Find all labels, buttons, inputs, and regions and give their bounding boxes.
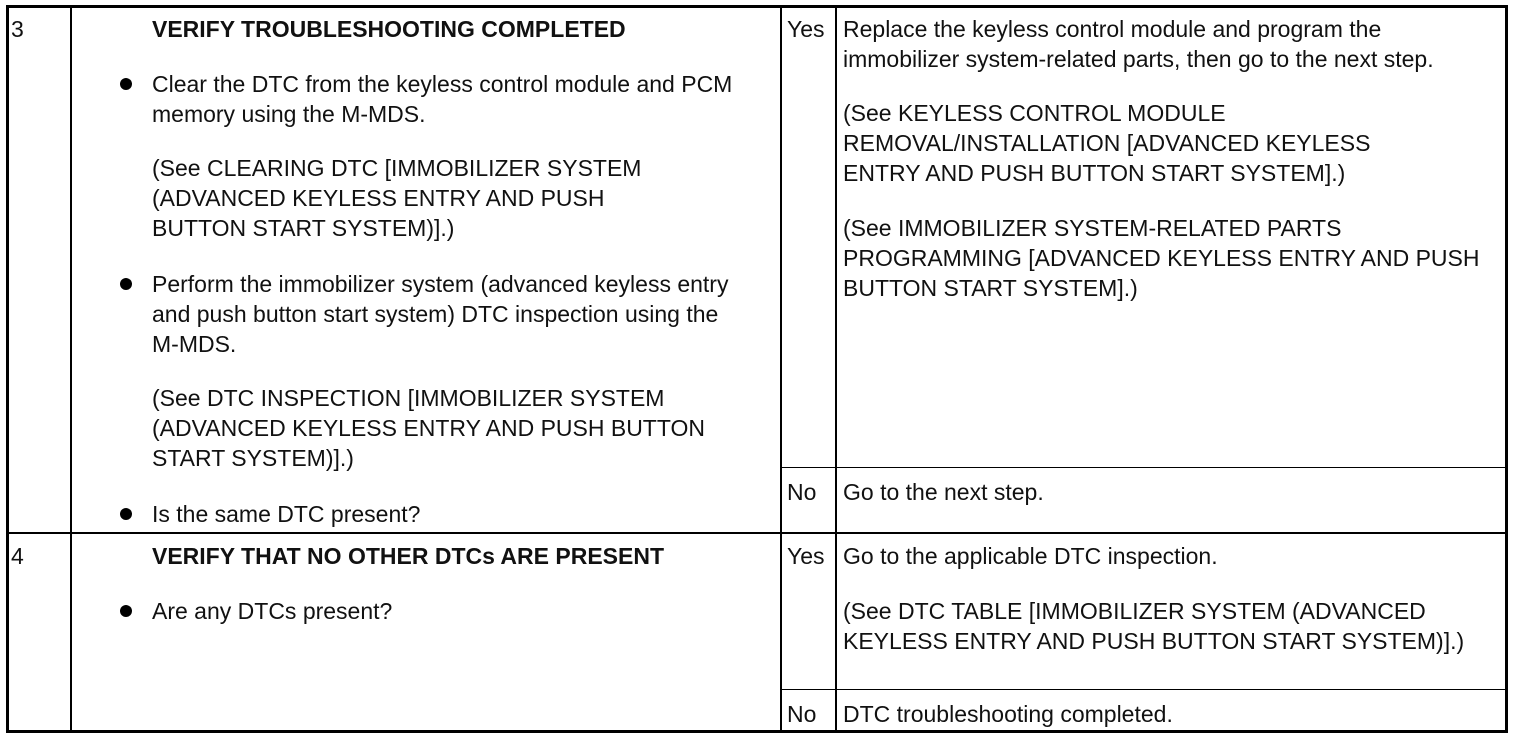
row-divider [6,532,1508,534]
reference-link[interactable]: (See DTC INSPECTION [IMMOBILIZER SYSTEM (ADVANCED KEYLESS ENTRY AND PUSH BUTTON START SYSTEM)].) [152,385,705,471]
answer-divider [780,689,1508,690]
reference-link[interactable]: (See IMMOBILIZER SYSTEM-RELATED PARTS PROGRAMMING [ADVANCED KEYLESS ENTRY AND PUSH BUTTON START SYSTEM].) [843,215,1480,301]
answer-divider [780,467,1508,468]
answer-action: Replace the keyless control module and program the immobilizer system-related parts, then go to the next step. [843,16,1434,72]
table-border-top [6,5,1508,8]
bullet-icon [120,508,132,520]
table-border-right [1505,5,1508,733]
reference-link[interactable]: (See KEYLESS CONTROL MODULE REMOVAL/INSTALLATION [ADVANCED KEYLESS ENTRY AND PUSH BUTTON START SYSTEM].) [843,100,1371,186]
table-border-left [6,5,9,733]
bullet-icon [120,78,132,90]
inspection-instruction: Clear the DTC from the keyless control module and PCM memory using the M-MDS. [152,71,733,127]
column-divider [835,5,837,733]
answer-label-yes: Yes [787,543,825,569]
inspection-instruction: Perform the immobilizer system (advanced keyless entry and push button start system) DTC inspection using the M-MDS. [152,271,729,357]
reference-link[interactable]: (See CLEARING DTC [IMMOBILIZER SYSTEM (ADVANCED KEYLESS ENTRY AND PUSH BUTTON START SYSTEM)].) [152,155,642,241]
step-number: 4 [11,543,24,569]
answer-label-yes: Yes [787,16,825,42]
inspection-question: Are any DTCs present? [152,598,393,624]
answer-action: Go to the next step. [843,479,1044,505]
bullet-icon [120,605,132,617]
inspection-question: Is the same DTC present? [152,501,421,527]
reference-link[interactable]: (See DTC TABLE [IMMOBILIZER SYSTEM (ADVANCED KEYLESS ENTRY AND PUSH BUTTON START SYSTEM)].) [843,598,1465,654]
step-heading: VERIFY THAT NO OTHER DTCs ARE PRESENT [152,543,665,569]
answer-label-no: No [787,701,817,727]
table-border-bottom [6,730,1508,733]
bullet-icon [120,278,132,290]
step-number: 3 [11,16,24,42]
step-heading: VERIFY TROUBLESHOOTING COMPLETED [152,16,626,42]
column-divider [70,5,72,733]
answer-action: DTC troubleshooting completed. [843,701,1173,727]
column-divider [780,5,782,733]
answer-label-no: No [787,479,817,505]
answer-action: Go to the applicable DTC inspection. [843,543,1218,569]
